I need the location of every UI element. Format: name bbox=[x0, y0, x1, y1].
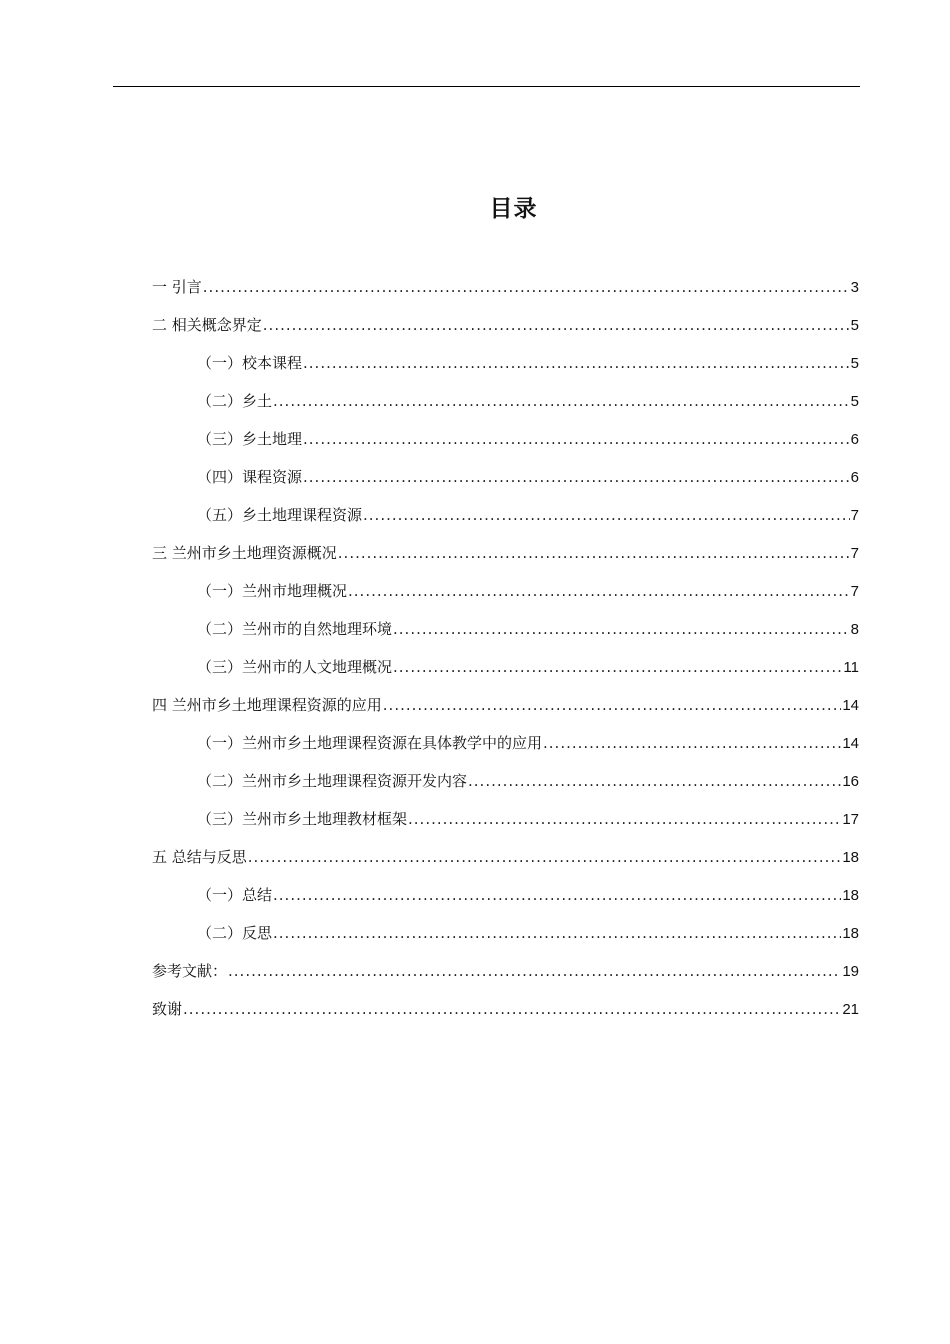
toc-title: 目录 bbox=[489, 196, 538, 222]
toc-entry-label: 致谢 bbox=[152, 1000, 183, 1018]
toc-entry[interactable] bbox=[152, 538, 859, 576]
toc-entry[interactable] bbox=[152, 918, 859, 956]
toc-list bbox=[152, 272, 859, 1032]
toc-entry-label: （一）总结 bbox=[197, 886, 273, 904]
toc-entry-page: 16 bbox=[842, 773, 859, 790]
toc-entry-page: 8 bbox=[850, 621, 859, 638]
dot-leader bbox=[303, 424, 850, 454]
toc-entry-page: 6 bbox=[850, 431, 859, 448]
toc-entry[interactable] bbox=[152, 766, 859, 804]
toc-entry[interactable] bbox=[152, 462, 859, 500]
dot-leader bbox=[303, 348, 850, 378]
toc-entry-label: （三）乡土地理 bbox=[197, 430, 303, 448]
toc-entry[interactable] bbox=[152, 272, 859, 310]
toc-entry[interactable] bbox=[152, 424, 859, 462]
toc-entry[interactable] bbox=[152, 614, 859, 652]
dot-leader bbox=[468, 766, 841, 796]
toc-entry-page: 18 bbox=[842, 925, 859, 942]
toc-entry-page: 7 bbox=[850, 507, 859, 524]
toc-entry-page: 19 bbox=[842, 963, 859, 980]
toc-entry[interactable] bbox=[152, 576, 859, 614]
toc-entry-label: （二）兰州市乡土地理课程资源开发内容 bbox=[197, 772, 468, 790]
toc-entry-page: 5 bbox=[850, 355, 859, 372]
dot-leader bbox=[303, 462, 850, 492]
toc-entry-page: 18 bbox=[842, 849, 859, 866]
toc-entry-page: 3 bbox=[850, 279, 859, 296]
toc-entry[interactable] bbox=[152, 690, 859, 728]
toc-entry-page: 5 bbox=[850, 317, 859, 334]
toc-entry-label: （三）兰州市的人文地理概况 bbox=[197, 658, 393, 676]
toc-entry-label: 四 兰州市乡土地理课程资源的应用 bbox=[152, 696, 382, 714]
toc-entry-label: （四）课程资源 bbox=[197, 468, 303, 486]
toc-entry-page: 14 bbox=[842, 735, 859, 752]
toc-entry[interactable] bbox=[152, 310, 859, 348]
dot-leader bbox=[273, 386, 850, 416]
dot-leader bbox=[273, 880, 841, 910]
dot-leader bbox=[338, 538, 850, 568]
toc-entry[interactable] bbox=[152, 728, 859, 766]
toc-entry-label: （二）乡土 bbox=[197, 392, 273, 410]
toc-entry-page: 17 bbox=[842, 811, 859, 828]
toc-entry[interactable] bbox=[152, 994, 859, 1032]
toc-entry-label: （二）反思 bbox=[197, 924, 273, 942]
toc-entry-label: （一）兰州市地理概况 bbox=[197, 582, 348, 600]
toc-entry-page: 6 bbox=[850, 469, 859, 486]
toc-entry[interactable] bbox=[152, 500, 859, 538]
toc-entry-page: 11 bbox=[843, 659, 859, 676]
dot-leader bbox=[183, 994, 841, 1024]
toc-entry-page: 21 bbox=[842, 1001, 859, 1018]
toc-entry-label: （二）兰州市的自然地理环境 bbox=[197, 620, 393, 638]
dot-leader bbox=[348, 576, 850, 606]
toc-entry-page: 7 bbox=[850, 583, 859, 600]
dot-leader bbox=[383, 690, 842, 720]
toc-entry-page: 18 bbox=[842, 887, 859, 904]
dot-leader bbox=[543, 728, 841, 758]
toc-entry[interactable] bbox=[152, 880, 859, 918]
toc-entry-label: （一）校本课程 bbox=[197, 354, 303, 372]
toc-entry-page: 7 bbox=[850, 545, 859, 562]
toc-entry-label: 参考文献： bbox=[152, 962, 228, 980]
toc-entry[interactable] bbox=[152, 842, 859, 880]
dot-leader bbox=[263, 310, 850, 340]
dot-leader bbox=[273, 918, 841, 948]
toc-entry[interactable] bbox=[152, 652, 859, 690]
toc-entry[interactable] bbox=[152, 956, 859, 994]
toc-entry-label: 一 引言 bbox=[152, 278, 202, 296]
toc-entry-page: 14 bbox=[842, 697, 859, 714]
dot-leader bbox=[408, 804, 841, 834]
toc-entry[interactable] bbox=[152, 804, 859, 842]
toc-entry-page: 5 bbox=[850, 393, 859, 410]
dot-leader bbox=[393, 614, 850, 644]
dot-leader bbox=[228, 956, 841, 986]
toc-entry-label: 二 相关概念界定 bbox=[152, 316, 262, 334]
toc-entry-label: 五 总结与反思 bbox=[152, 848, 247, 866]
toc-entry[interactable] bbox=[152, 386, 859, 424]
dot-leader bbox=[248, 842, 842, 872]
toc-entry-label: 三 兰州市乡土地理资源概况 bbox=[152, 544, 337, 562]
header-rule bbox=[113, 86, 860, 87]
dot-leader bbox=[393, 652, 842, 682]
toc-entry-label: （一）兰州市乡土地理课程资源在具体教学中的应用 bbox=[197, 734, 543, 752]
toc-entry-label: （五）乡土地理课程资源 bbox=[197, 506, 363, 524]
dot-leader bbox=[363, 500, 850, 530]
toc-entry-label: （三）兰州市乡土地理教材框架 bbox=[197, 810, 408, 828]
toc-entry[interactable] bbox=[152, 348, 859, 386]
dot-leader bbox=[203, 272, 850, 302]
